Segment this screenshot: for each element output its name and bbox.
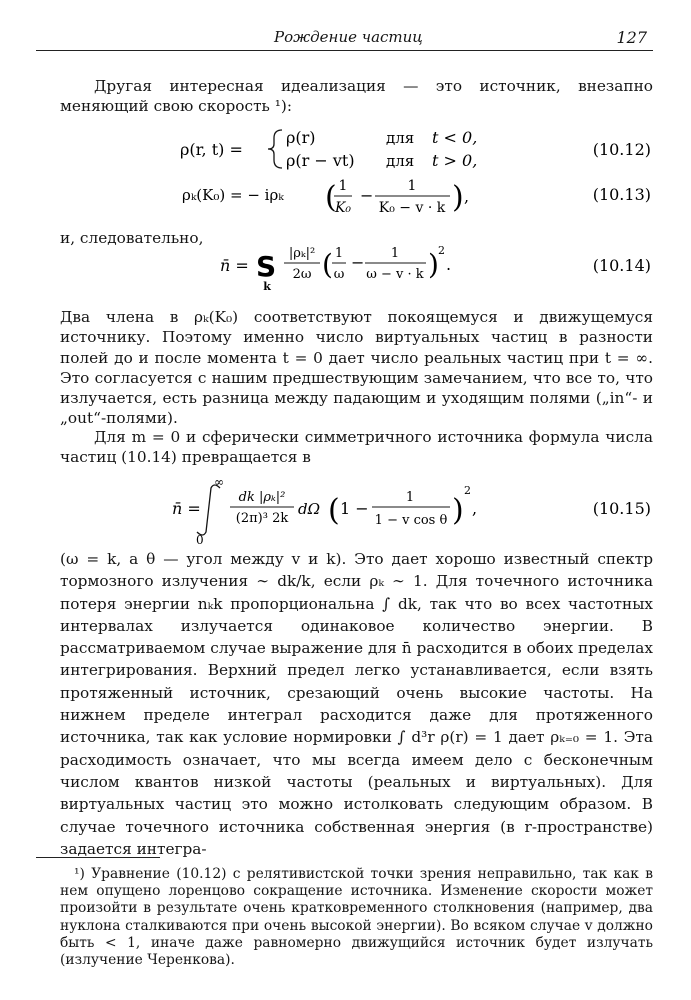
eq1012-case2-word: для: [386, 152, 415, 170]
eq1015-upper: ∞: [214, 475, 224, 489]
eq1013-f2-num: 1: [407, 178, 417, 194]
paragraph-1: Другая интересная идеализация — это источник, внезапно меняющий свою скорость ¹):: [60, 77, 653, 116]
eq1015-f1-den: 1 − v cos θ: [374, 513, 448, 528]
eq1014-f0-num: |ρₖ|²: [288, 246, 316, 261]
eq1014-f0-den: 2ω: [292, 267, 312, 282]
eq1015-f0-den: (2π)³ 2k: [235, 511, 289, 526]
eq1014-power: 2: [438, 244, 445, 257]
sum-symbol: S: [256, 250, 277, 283]
eq1014-f2-den: ω − v · k: [366, 267, 424, 282]
eq1013-f2-den: K₀ − v · k: [378, 200, 446, 216]
eq1012-case1-cond: t < 0,: [432, 128, 478, 147]
eq1015-f1-num: 1: [405, 490, 415, 505]
eq1014-lhs: n̄ =: [220, 256, 249, 275]
eq1014-minus: −: [351, 253, 365, 272]
eq1015-lower: 0: [196, 533, 204, 546]
eq1015-domega: dΩ: [298, 500, 321, 518]
eq1013-f1-den: K₀: [334, 200, 352, 216]
eq1013-lhs: ρₖ(K₀) = − iρₖ: [182, 186, 284, 204]
header-rule: [36, 50, 653, 51]
eq1014-f1-den: ω: [333, 267, 345, 282]
footnote-rule: [36, 857, 160, 858]
running-title: Рождение частиц: [274, 28, 423, 46]
eq1015-one-minus: 1 −: [340, 499, 369, 518]
eq1014-paren-open: (: [322, 248, 333, 281]
eq1015-number: (10.15): [592, 499, 651, 518]
eq1015-trail: ,: [472, 499, 478, 518]
eq1013-f1-num: 1: [338, 178, 348, 194]
eq1013-number: (10.13): [592, 185, 651, 204]
eq1012-case1-word: для: [386, 129, 415, 147]
page-number: 127: [616, 28, 647, 47]
eq1013-paren-open: (: [325, 180, 337, 215]
eq1013-minus: −: [360, 186, 374, 205]
eq1015-f0-num: dk |ρₖ|²: [238, 490, 286, 505]
paragraph-2: и, следовательно,: [60, 229, 204, 247]
footnote: ¹) Уравнение (10.12) с релятивистской точки зрения неправильно, так как в нем опущено лоренцово сокращение источника. Изменение скорости может произойти в результате очень кратковременного столкновения (например, два нуклона сталкиваются при очень высокой энергии). Во всяком случае v должно быть < 1, иначе даже равномерно движущийся источник будет излучать (излучение Черенкова).: [60, 866, 653, 969]
eq1012-case2-cond: t > 0,: [432, 151, 478, 170]
eq1015-power: 2: [464, 484, 471, 497]
equation-10-12-svg: [60, 124, 653, 174]
sum-sub: k: [263, 280, 271, 293]
eq1012-case1-expr: ρ(r): [286, 128, 316, 147]
paragraph-3: Два члена в ρₖ(K₀) соответствуют покоящемуся и движущемуся источнику. Поэтому именно число виртуальных частиц в разности полей до и после момента t = 0 дает число реальных частиц при t = ∞. Это согласуется с нашим предшествующим замечанием, что все то, что излучается, есть разница между падающим и уходящим полями („in“- и „out“-полями).: [60, 308, 653, 428]
left-brace: [268, 130, 282, 168]
paragraph-5: (ω = k, а θ — угол между v и k). Это дает хорошо известный спектр тормозного излучения ∼ dk/k, если ρₖ ∼ 1. Для точечного источника потеря энергии nₖk пропорциональна ∫ dk, так что во всех частотных интервалах излучается одинаковое количество энергии. В рассматриваемом случае выражение для n̄ расходится в обоих пределах интегрирования. Верхний предел легко устанавливается, если взять протяженный источник, срезающий очень высокие частоты. На нижнем пределе интеграл расходится даже для протяженного источника, так как условие нормировки ∫ d³r ρ(r) = 1 дает ρₖ₌₀ = 1. Эта расходимость означает, что мы всегда имеем дело с бесконечным числом квантов низкой частоты (реальных и виртуальных). Для виртуальных частиц это можно истолковать следующим образом. В случае точечного источника собственная энергия (в r-пространстве) задается интегра-: [60, 550, 653, 858]
eq1015-paren-close: ): [452, 493, 464, 528]
equation-10-14-svg: [60, 240, 653, 294]
equation-10-12: [60, 124, 653, 174]
eq1014-trail: .: [446, 255, 452, 274]
equation-10-15-svg: [60, 474, 653, 546]
eq1015-lhs: n̄ =: [172, 499, 201, 518]
eq1012-case2-expr: ρ(r − vt): [286, 151, 355, 170]
equation-10-14: [60, 240, 653, 294]
paragraph-4: Для m = 0 и сферически симметричного источника формула числа частиц (10.14) превращается в: [60, 428, 653, 467]
eq1013-paren-close: ): [452, 180, 464, 215]
equation-10-13-svg: [60, 172, 653, 218]
eq1012-lhs: ρ(r, t) =: [180, 140, 243, 159]
page-header: [36, 22, 653, 50]
eq1013-trail: ,: [464, 187, 470, 206]
eq1012-number: (10.12): [592, 140, 651, 159]
equation-10-15: [60, 474, 653, 546]
eq1014-f2-num: 1: [390, 246, 400, 261]
eq1014-number: (10.14): [592, 256, 651, 275]
eq1014-f1-num: 1: [334, 246, 344, 261]
eq1015-paren-open: (: [328, 493, 340, 528]
equation-10-13: [60, 172, 653, 218]
eq1014-paren-close: ): [428, 248, 439, 281]
